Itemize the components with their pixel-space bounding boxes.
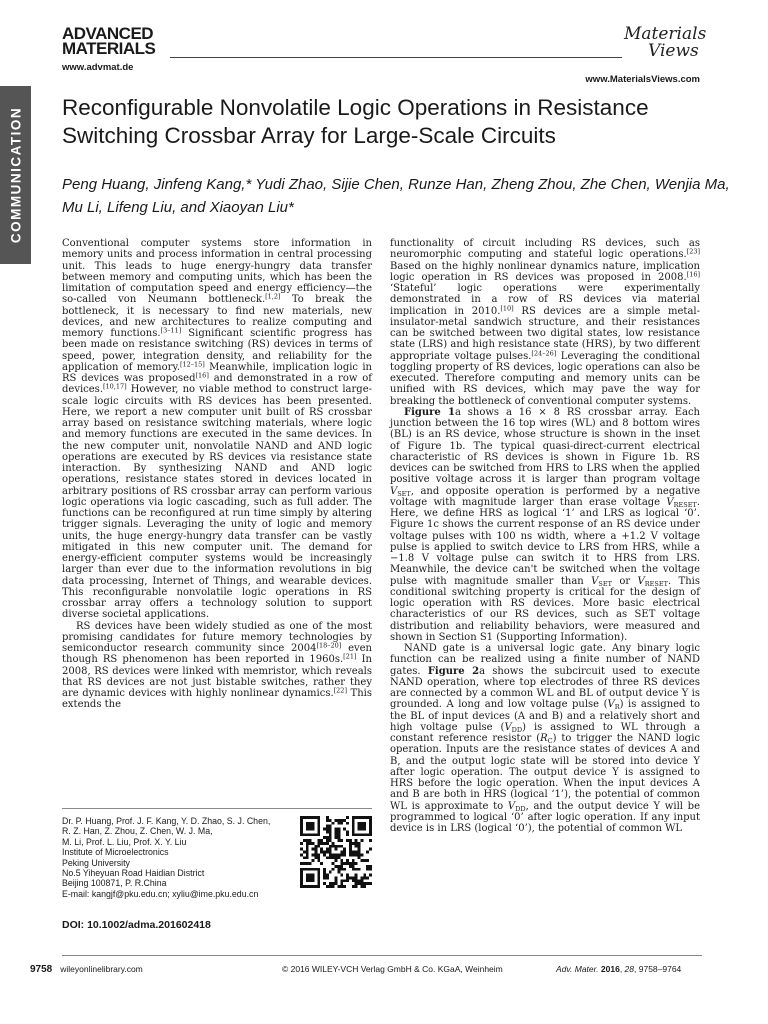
affiliation-line: R. Z. Han, Z. Zhou, Z. Chen, W. J. Ma,	[62, 826, 213, 837]
citation[interactable]: [18–20]	[316, 641, 342, 650]
section-tab	[0, 86, 31, 264]
paragraph-rs-devices: RS devices have been widely studied as one of the most promising candidates for future memory technologies by semiconductor research community since 2004[18–20] even though RS phenomenon has been reported in 1960s.[21] In 2008, RS devices were linked with memristor, which reveals that RS devices are not just bistable switches, rather they are dynamic devices with highly nonlinear dynamics.[22] This extends the	[62, 620, 372, 711]
publisher-logo-line2: Views	[648, 41, 699, 61]
figure-2-link[interactable]: Figure 2	[427, 665, 480, 677]
affiliation-line: M. Li, Prof. L. Liu, Prof. X. Y. Liu	[62, 836, 187, 847]
citation[interactable]: [16]	[195, 371, 209, 380]
journal-url[interactable]: www.advmat.de	[62, 62, 134, 73]
footer-citation: Adv. Mater. 2016, 28, 9758–9764	[556, 964, 682, 974]
publisher-url[interactable]: www.MaterialsViews.com	[585, 74, 700, 85]
affiliation-line: Peking University	[62, 857, 130, 868]
footer-site-link[interactable]: wileyonlinelibrary.com	[60, 964, 143, 974]
citation[interactable]: [10]	[500, 304, 514, 312]
footer-divider	[62, 955, 702, 956]
affiliation-line: Institute of Microelectronics	[62, 847, 169, 858]
citation[interactable]: [10,17]	[103, 382, 127, 391]
section-tab-label: COMMUNICATION	[8, 106, 23, 244]
citation[interactable]: [16]	[686, 270, 700, 279]
affiliation-line: Beijing 100871, P. R.China	[62, 878, 167, 889]
publisher-logo-line1: Materials	[624, 24, 707, 44]
body-column-right	[390, 238, 700, 834]
header-divider	[170, 57, 622, 58]
figure-1-link[interactable]: Figure 1	[404, 406, 455, 418]
paragraph-nand: NAND gate is a universal logic gate. Any binary logic function can be realized using a finite number of NAND gates. Figure 2a shows the subcircuit used to execute NAND operation, where top electrodes of three RS devices are connected by a common WL and BL of output device Y is grounded. A long and low voltage pulse $(V_R)$ is assigned to the BL of input devices (A and B) and a relatively short and high voltage pulse $(V_{DD})$ is assigned to WL through a constant reference resistor $(R_C)$ to trigger the NAND logic operation. Inputs are the resistance states of devices A and B, and the output logic state will be stored into device Y after logic operation. The output device Y is assigned to HRS before the logic operation. When the input devices A and B are both in HRS (logical ‘1’), the potential of common WL is approximate to $V_{DD}$, and the output device Y will be programmed to logical ‘0’ after logic operation. If any input device is in LRS (logical ‘0’), the potential of common WL	[390, 643, 701, 834]
footer-copyright: © 2016 WILEY-VCH Verlag GmbH & Co. KGaA, Weinheim	[282, 964, 503, 974]
page-number: 9758	[30, 964, 53, 975]
affiliation-divider	[62, 808, 372, 809]
citation[interactable]: [22]	[333, 686, 347, 695]
citation[interactable]: [3–11]	[160, 326, 182, 335]
publisher-logo[interactable]	[624, 26, 706, 60]
affiliation-email[interactable]: E-mail: kangjf@pku.edu.cn; xyliu@ime.pku.edu.cn	[62, 888, 259, 899]
affiliation-block	[62, 816, 297, 899]
citation[interactable]: [21]	[343, 652, 357, 661]
citation[interactable]: [1,2]	[265, 292, 281, 301]
citation[interactable]: [12–15]	[179, 360, 205, 369]
paper-title: Reconfigurable Nonvolatile Logic Operations in Resistance Switching Crossbar Array for Large-Scale Circuits	[62, 95, 649, 148]
paragraph-intro: Conventional computer systems store information in memory units and process information in central processing unit. This leads to huge energy-hungry data transfer between memory and computing units, which has been the limitation of computation speed and energy efficiency—the so-called von Neumann bottleneck.[1,2] To break the bottleneck, it is necessary to find new materials, new devices, and new architectures to realize computing and memory functions.[3–11] Significant scientific progress has been made on resistance switching (RS) devices in terms of speed, power, integration density, and reliability for the application of memory.[12–15] Meanwhile, implication logic in RS devices was proposed[16] and demonstrated in a row of devices.[10,17] However, no viable method to construct large-scale logic circuits with RS devices has been presented. Here, we report a new computer unit built of RS crossbar array based on resistance switching materials, where logic and memory functions are executed in the same devices. In the new computer unit, nonvolatile NAND and AND logic operations are executed by RS devices via resistance state interaction. By synthesizing NAND and AND logic operations, resistance states stored in devices located in arbitrary positions of RS crossbar array can perform various logic operations via logic cascading, such as full adder. The functions can be reconfigured at run time simply by altering trigger signals. Leveraging the unity of logic and memory units, the huge energy-hungry data transfer can be vastly mitigated in this new computer unit. The demand for energy-efficient computer systems would be increasingly larger than ever due to the information revolutions in big data processing, Internet of Things, and wearable devices. This reconfigurable nonvolatile logic operations in RS crossbar array offers a technology solution to support diverse societal applications.	[62, 238, 372, 621]
affiliation-line: No.5 Yiheyuan Road Haidian District	[62, 868, 205, 879]
affiliation-line: Dr. P. Huang, Prof. J. F. Kang, Y. D. Zhao, S. J. Chen,	[62, 816, 271, 826]
citation[interactable]: [23]	[686, 247, 700, 256]
journal-logo[interactable]	[62, 26, 155, 56]
journal-logo-line2: MATERIALS	[62, 39, 156, 58]
author-list: Peng Huang, Jinfeng Kang,* Yudi Zhao, Sijie Chen, Runze Han, Zheng Zhou, Zhe Chen, Wenjia Ma, Mu Li, Lifeng Liu, and Xiaoyan Liu*	[62, 176, 730, 216]
journal-logo-line1: ADVANCED	[62, 24, 154, 43]
paragraph-functionality: functionality of circuit including RS devices, such as neuromorphic computing and stateful logic operations.[23] Based on the highly nonlinear dynamics nature, implication logic operation in RS devices was proposed in 2008.[16] ‘Stateful’ logic operations were experimentally demonstrated in a row of RS devices via material implication in 2010.[10] RS devices are a simple metal-insulator-metal sandwich structure, and their resistances can be switched between two digital states, low resistance state (LRS) and high resistance state (HRS), by two different appropriate voltage pulses.[24–26] Leveraging the conditional toggling property of RS devices, logic operations can also be executed. Therefore computing and memory units can be unified with RS devices, which may pave the way for breaking the bottleneck of conventional computer systems.	[390, 238, 700, 407]
footer-left	[30, 964, 143, 975]
paragraph-figure-1: Figure 1a shows a 16 × 8 RS crossbar array. Each junction between the 16 top wires (WL) and 8 bottom wires (BL) is an RS device, whose structure is shown in the inset of Figure 1b. The typical quasi-direct-current electrical characteristic of RS devices is shown in Figure 1b. RS devices can be switched from HRS to LRS when the applied positive voltage across it is larger than program voltage $V_{SET}$, and opposite operation is performed by a negative voltage with magnitude larger than erase voltage $V_{RESET}$. Here, we define HRS as logical ‘1’ and LRS as logical ‘0’. Figure 1c shows the current response of an RS device under voltage pulses with 100 ns width, where a +1.2 V voltage pulse is applied to switch device to LRS from HRS, while a −1.8 V voltage pulse can switch it to HRS from LRS. Meanwhile, the device can't be switched when the voltage pulse with magnitude smaller than $V_{SET}$ or $V_{RESET}$. This conditional switching property is critical for the design of logic operation with RS devices. More basic electrical characteristics of our RS devices, such as SET voltage distribution and reliability behaviors, were measured and shown in Section S1 (Supporting Information).	[390, 406, 700, 643]
citation[interactable]: [24–26]	[531, 349, 557, 357]
body-column-left	[62, 238, 372, 711]
doi-link[interactable]: DOI: 10.1002/adma.201602418	[62, 919, 211, 931]
qr-code-icon[interactable]	[300, 816, 372, 888]
